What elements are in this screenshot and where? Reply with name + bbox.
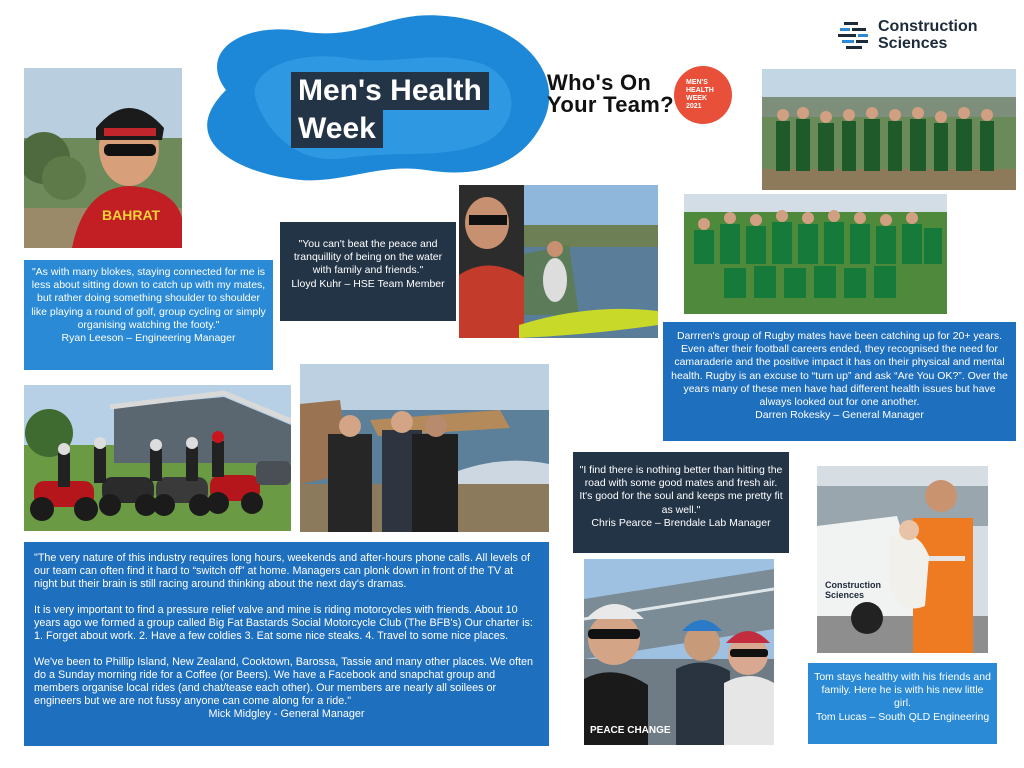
quote-text: "As with many blokes, staying connected for me is less about sitting down to catch up with my mates, but rather doing something shoulder to shoulder like playing a round of golf, group cycling or simply organising watching the footy." [31, 266, 266, 331]
quote-ryan-leeson [24, 260, 273, 370]
tagline [547, 72, 674, 116]
quote-author: Mick Midgley - General Manager [208, 708, 365, 720]
quote-paragraph: "The very nature of this industry requires long hours, weekends and after-hours phone calls. All levels of our team can often find it hard to “switch off” at home. Managers can plonk down in front of the TV at night but their brain is still racing around thinking about the next day's dramas. [34, 552, 530, 590]
tagline-line1: Who's On [547, 70, 652, 95]
rugby-team-photo [684, 194, 947, 314]
shirt-text: PEACE CHANGE [590, 725, 671, 736]
quote-author: Darren Rokesky – General Manager [755, 409, 924, 422]
quote-author: Tom Lucas – South QLD Engineering [815, 710, 990, 723]
quote-lloyd-kuhr [280, 222, 456, 321]
company-logo-text [878, 18, 978, 52]
quote-text: "I find there is nothing better than hitting the road with some good mates and fresh air. It's good for the soul and keeps me pretty fit as well." [579, 464, 783, 516]
cyclist-selfie-photo [24, 68, 182, 248]
tagline-line2: Your Team? [547, 92, 674, 117]
badge-line: HEALTH [686, 87, 714, 94]
kayak-photo [459, 185, 658, 338]
badge-line: MEN'S [686, 79, 708, 86]
quote-chris-pearce [573, 452, 789, 553]
ute-logo-line1: Construction [825, 580, 881, 590]
motorcycle-group-photo [24, 385, 291, 531]
coastline-friends-photo [300, 364, 549, 532]
quote-paragraph: It is very important to find a pressure relief valve and mine is riding motorcycles with friends. About 10 years ago we formed a group called Big Fat Bastards Social Motorcycle Club (The BFB's) Our charter is: 1. Forget about work. 2. Have a few coldies 3. Eat some nice steaks. 4. Travel to some nice places. [34, 604, 533, 642]
quote-tom-lucas [808, 663, 997, 744]
page-title-line1: Men's Health [291, 72, 489, 110]
logo-line1: Construction [878, 18, 978, 35]
logo-line2: Sciences [878, 35, 948, 52]
company-logo-icon [838, 20, 872, 52]
quote-author: Chris Pearce – Brendale Lab Manager [591, 516, 771, 529]
quote-text: Darrren's group of Rugby mates have been catching up for 20+ years. Even after their football careers ended, they recognised the need for camaraderie and the positive impact it has on their physical and mental health. Rugby is an excuse to “turn up” and ask “Are You OK?”. Over the years many of these men have had different health issues but have always looked out for one another. [671, 330, 1008, 409]
quote-author: Ryan Leeson – Engineering Manager [61, 332, 236, 345]
page-title-line2: Week [291, 110, 383, 148]
cycling-bridge-photo [584, 559, 774, 745]
quote-paragraph: We've been to Phillip Island, New Zealand, Cooktown, Barossa, Tassie and many other places. We often do a Sunday morning ride for a Coffee (or Beers). We have a Facebook and snapchat group and members organise local rides (and chat/tease each other). Our members are nearly all soilees or engineers but we are not fussy anyone can come along for a ride." [34, 656, 533, 707]
ute-logo-line2: Sciences [825, 590, 865, 600]
jersey-text: BAHRAT [102, 207, 161, 223]
quote-text: "You can't beat the peace and tranquillity of being on the water with family and friends." [293, 238, 443, 277]
quote-mick-midgley [24, 542, 549, 746]
badge-line: WEEK [686, 95, 707, 102]
quote-darren-rokesky [663, 322, 1016, 441]
beach-group-photo [762, 69, 1016, 190]
quote-text: Tom stays healthy with his friends and family. Here he is with his new little girl. [814, 671, 991, 710]
quote-author: Lloyd Kuhr – HSE Team Member [291, 277, 445, 290]
father-baby-photo [817, 466, 988, 653]
badge-line: 2021 [686, 103, 702, 110]
mens-health-week-badge [674, 66, 732, 124]
